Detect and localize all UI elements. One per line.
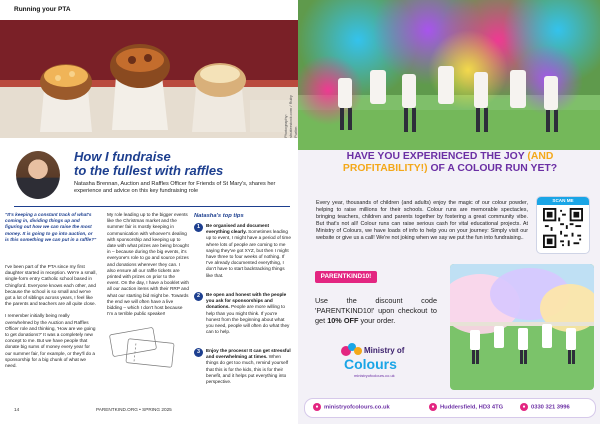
cakes-illustration bbox=[0, 20, 298, 138]
contact-bar bbox=[304, 398, 596, 418]
right-page-advert bbox=[298, 0, 600, 424]
discount-amount: 10% OFF bbox=[327, 316, 359, 325]
photo-credit: Photography: shutterstock.com / Ruby Purlim bbox=[283, 95, 298, 138]
body-paragraph: My role leading up to the bigger events like the Christmas market and the summer fair is mostly keeping in communication with whoever's dealing with sponsorship and keeping up to date with what prizes are being brought in – because during the big events, it's everyone's role to go and source prizes and donations wherever they can. I also ensure all our raffle tickets are printed with prizes on prior to the event. On the day, I have a booklet with all our auction items with their RRP and what our starting bid might be. Towards the end we will often have a live bidding – which I don't host because I'm a terrible public speaker! bbox=[107, 212, 189, 317]
tips-title: Natasha's top tips bbox=[194, 213, 244, 219]
scan-me-label: SCAN ME bbox=[537, 197, 589, 205]
colour-run-photo bbox=[298, 0, 600, 150]
body-paragraph: I remember initially being really overwhelmed by the Auction and Raffles Officer role and thinking, 'How are we going to get donations?' It was a completely new concept to me. But we have people that donate big sums of money every year for our summer fair, for example, or they'll do a sponsorship for a big chunk of what we need. bbox=[5, 313, 96, 369]
advert-intro: Every year, thousands of children (and adults) enjoy the magic of our colour powder, helping to raise millions for their schools. Colour runs are memorable spectacles, bringing teachers, children and parents together by fostering a great community vibe. But that's not all! Colour runs can raise serious cash for vital educational projects. At Ministry of Colours, we have loads of info to help you on your journey: Simply visit our website or give us a call! We're not joking when we say we put the fun into fundraising.. bbox=[316, 200, 528, 241]
tip-item bbox=[194, 223, 292, 279]
body-paragraph: I've been part of the PTA since my first daughter started in reception. We're a small, single-form entry Catholic school based in Chingford. Everyone knows each other, and because the school is so small and we've got a lot of siblings across years, I feel like the parents and teachers are all quite close. bbox=[5, 264, 97, 307]
pull-quote: "It's keeping a constant track of what's coming in, dividing things up and figuring out how we can raise the most money. It is going to go into auction, or is this something we can put in a raffle?" bbox=[5, 212, 97, 242]
tip-lead: Be organised and document everything clearly. bbox=[206, 223, 270, 235]
svg-text:ministryofcolours.co.uk: ministryofcolours.co.uk bbox=[354, 373, 395, 378]
divider-rule bbox=[14, 206, 290, 207]
colour-run-crowd-illustration bbox=[298, 0, 600, 150]
tip-body: When things do get too much, remind yourself that this is for the kids, this is for their benefit, and it helps put everything into perspective. bbox=[206, 354, 289, 385]
tip-number-badge: 1 bbox=[194, 223, 203, 232]
ministry-of-colours-logo bbox=[338, 341, 418, 379]
raffle-tickets-icon bbox=[107, 325, 187, 373]
qr-code-icon[interactable] bbox=[543, 208, 583, 248]
discount-post: your order. bbox=[360, 316, 396, 325]
children-running-illustration bbox=[450, 264, 594, 390]
discount-text bbox=[315, 296, 437, 326]
hero-photo-cakes bbox=[0, 20, 298, 138]
article-headline bbox=[74, 150, 223, 178]
discount-pre: Use the discount code 'PARENTKIND10!' upon checkout to get bbox=[315, 296, 437, 325]
section-label: Running your PTA bbox=[14, 6, 71, 13]
headline-line-2: to the fullest with raffles bbox=[74, 163, 224, 178]
tip-item bbox=[194, 292, 292, 335]
tip-lead: Be open and honest with the people you ask for sponsorships and donations. bbox=[206, 292, 287, 310]
tip-body: People are more willing to help than you might think. If you're honest from the beginning about what you need, people will often do what they can to help. bbox=[206, 304, 290, 335]
advert-headline bbox=[306, 151, 594, 174]
body-column-1 bbox=[5, 264, 97, 375]
author-avatar bbox=[16, 151, 60, 199]
contact-location: ● Huddersfield, HD3 4TG bbox=[429, 403, 503, 411]
phone-icon: ● bbox=[520, 403, 528, 411]
qr-code-panel[interactable] bbox=[537, 197, 589, 253]
colour-run-photo-2 bbox=[450, 264, 594, 390]
page-number: 14 bbox=[14, 407, 20, 412]
tip-number-badge: 3 bbox=[194, 348, 203, 357]
globe-icon: ● bbox=[313, 403, 321, 411]
location-pin-icon: ● bbox=[429, 403, 437, 411]
discount-code-badge: PARENTKIND10! bbox=[315, 271, 377, 283]
headline-part-a: HAVE YOU EXPERIENCED THE JOY bbox=[346, 151, 525, 162]
svg-text:Colours: Colours bbox=[344, 356, 397, 372]
svg-text:Ministry of: Ministry of bbox=[364, 346, 405, 355]
publication-footer: PARENTKIND.ORG • SPRING 2025 bbox=[96, 407, 172, 412]
tip-body: Sometimes leading up to event, I might have a period of time where lots of people are coming to me saying they've got XYZ, but then I might have three to four weeks of nothing. If I've already documented everything, I don't have to start backtracking things like that. bbox=[206, 229, 291, 278]
headline-part-b: (AND PROFITABILITY!) bbox=[342, 151, 554, 174]
tip-lead: Enjoy the process! It can get stressful and overwhelming at times. bbox=[206, 348, 291, 360]
headline-part-c: OF A COLOUR RUN YET? bbox=[430, 162, 558, 174]
contact-website[interactable]: ● ministryofcolours.co.uk bbox=[313, 403, 390, 411]
article-byline: Natasha Brennan, Auction and Raffles Officer for Friends of St Mary's, shares her experience and advice on this key fundraising role bbox=[74, 181, 276, 195]
left-page bbox=[0, 0, 298, 424]
contact-phone[interactable]: ● 0330 321 3996 bbox=[520, 403, 570, 411]
left-footer bbox=[0, 403, 298, 417]
body-column-2 bbox=[107, 212, 189, 323]
tip-number-badge: 2 bbox=[194, 292, 203, 301]
headline-line-1: How I fundraise bbox=[74, 149, 171, 164]
tip-item bbox=[194, 348, 292, 385]
